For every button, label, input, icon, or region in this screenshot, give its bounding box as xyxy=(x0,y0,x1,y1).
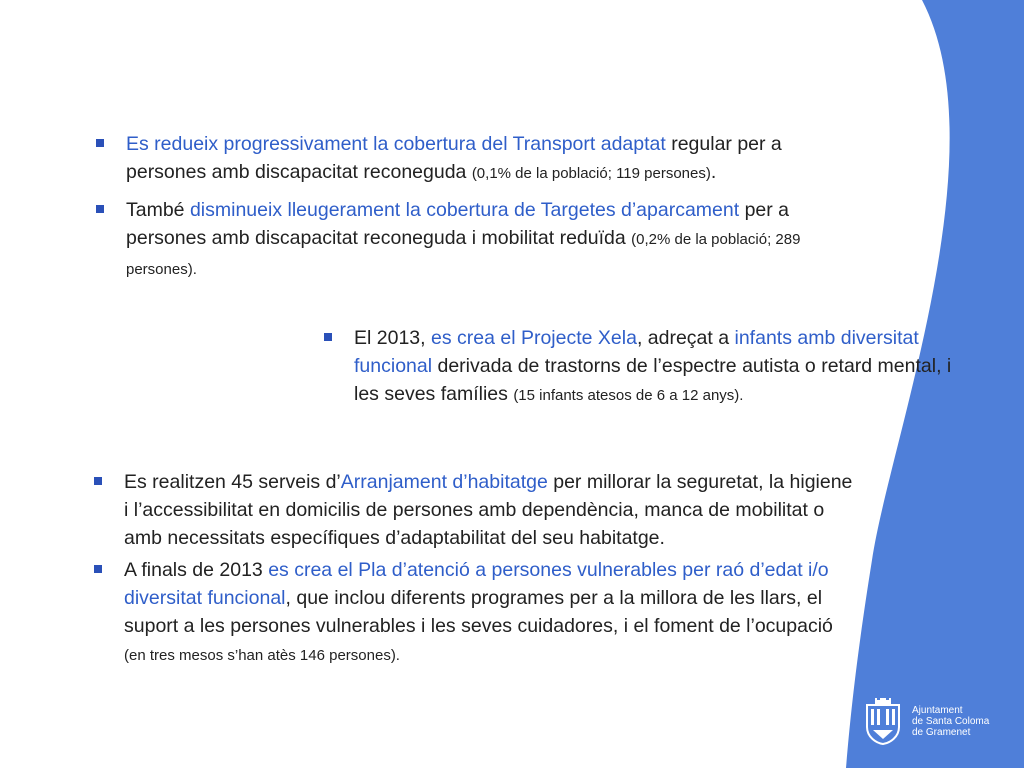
highlight-text: es crea el Projecte Xela xyxy=(430,327,637,349)
body-text: A finals de 2013 xyxy=(124,559,269,581)
highlight-text: es crea el Pla d’atenció a persones vulnerables per raó d’edat i/o diversitat funcional xyxy=(124,559,829,609)
square-bullet-icon xyxy=(324,333,332,341)
stat-note: (15 infants atesos de 6 a 12 anys). xyxy=(513,387,744,404)
square-bullet-icon xyxy=(96,139,104,147)
body-text: regular per a persones amb discapacitat reconeguda xyxy=(126,133,782,183)
highlight-text: Arranjament d’habitatge xyxy=(340,471,548,493)
body-text: També xyxy=(126,199,190,221)
logo-line: de Gramenet xyxy=(912,726,971,738)
bullet-list-habitatge xyxy=(94,468,854,674)
stat-note: (0,1% de la població; 119 persones) xyxy=(471,165,711,182)
body-text: , adreçat a xyxy=(636,327,735,349)
ajuntament-logo xyxy=(862,696,1012,746)
logo-line: Ajuntament xyxy=(912,704,963,716)
body-text: . xyxy=(710,161,717,183)
square-bullet-icon xyxy=(94,477,102,485)
bullet-list-xela xyxy=(324,324,964,418)
highlight-text: Es redueix progressivament la cobertura del Transport adaptat xyxy=(126,133,666,155)
logo-text xyxy=(912,705,1002,738)
stat-note: (en tres mesos s’han atès 146 persones). xyxy=(124,647,400,664)
logo-line: de Santa Coloma xyxy=(912,715,990,727)
body-text: per millorar la seguretat, la higiene i l’accessibilitat en domicilis de persones amb dependència, manca de mobilitat o amb necessitats específiques d’adaptabilitat del seu habitatge. xyxy=(124,471,853,549)
bullet-arranjament-habitatge xyxy=(94,468,854,552)
bullet-targetes-aparcament xyxy=(96,196,856,284)
bullet-projecte-xela xyxy=(324,324,964,410)
bullet-pla-atencio xyxy=(94,556,854,670)
coat-of-arms-icon xyxy=(862,697,904,745)
highlight-text: infants amb diversitat funcional xyxy=(354,327,919,377)
square-bullet-icon xyxy=(94,565,102,573)
body-text: El 2013, xyxy=(354,327,431,349)
body-text: per a persones amb discapacitat reconeguda i mobilitat reduïda xyxy=(126,199,790,249)
body-text: derivada de trastorns de l’espectre autista o retard mental, i les seves famílies xyxy=(354,355,952,405)
body-text: Es realitzen 45 serveis d’ xyxy=(124,471,341,493)
highlight-text: disminueix lleugerament la cobertura de Targetes d’aparcament xyxy=(189,199,740,221)
bullet-list-transport xyxy=(96,130,856,292)
square-bullet-icon xyxy=(96,205,104,213)
body-text: , que inclou diferents programes per a la millora de les llars, el suport a les persones vulnerables i les seves cuidadores, i el foment de l’ocupació xyxy=(124,587,833,637)
stat-note: (0,2% de la població; 289 persones). xyxy=(126,231,801,278)
bullet-transport-adaptat xyxy=(96,130,856,188)
